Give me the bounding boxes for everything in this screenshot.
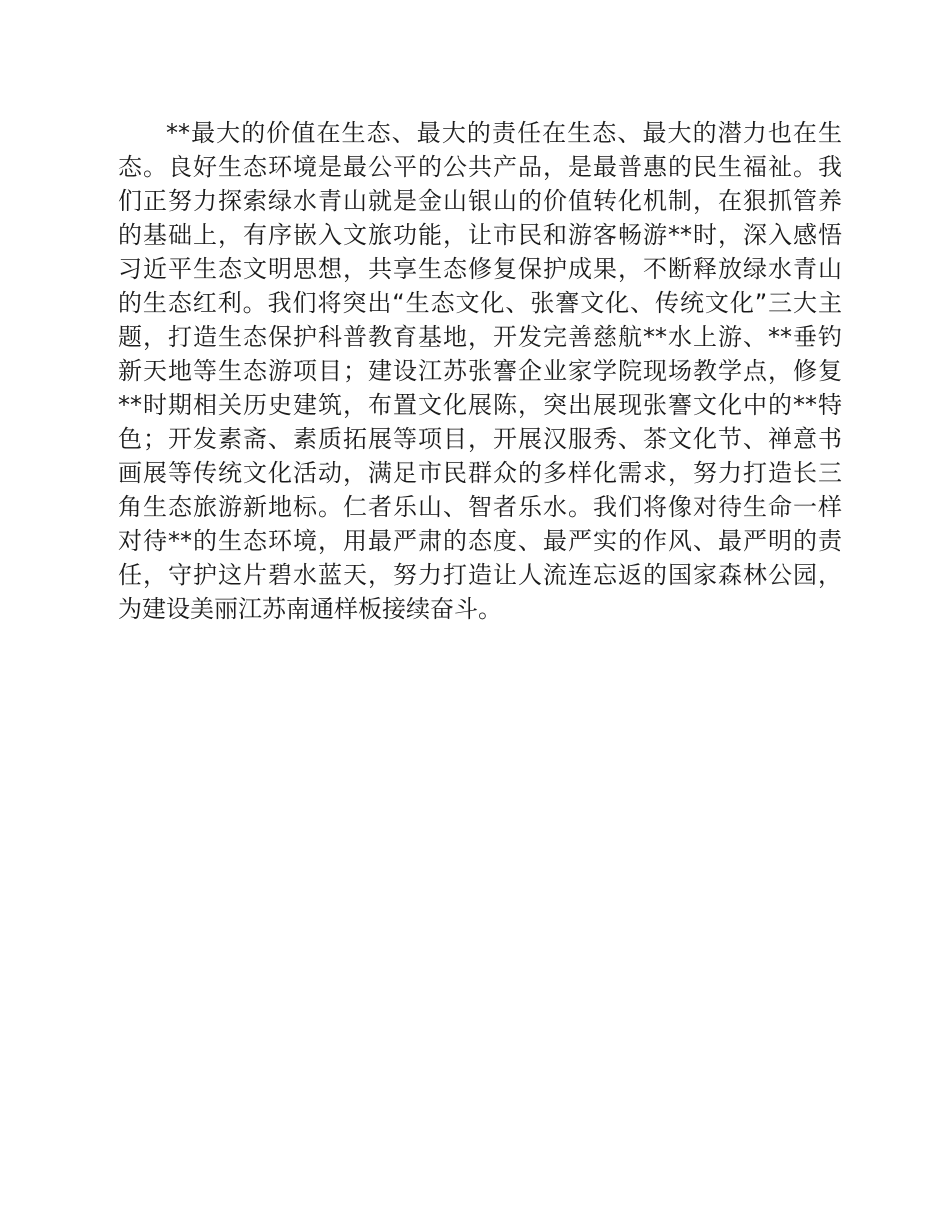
paragraph-line: 对待**的生态环境，用最严肃的态度、最严实的作风、最严明的责: [118, 527, 842, 555]
paragraph-line: 的基础上，有序嵌入文旅功能，让市民和游客畅游**时，深入感悟: [118, 221, 842, 249]
paragraph-line: 色；开发素斋、素质拓展等项目，开展汉服秀、茶文化节、禅意书: [118, 425, 842, 453]
paragraph-line: 题，打造生态保护科普教育基地，开发完善慈航**水上游、**垂钓: [118, 323, 842, 351]
paragraph-line: 角生态旅游新地标。仁者乐山、智者乐水。我们将像对待生命一样: [118, 493, 842, 521]
paragraph-line: 态。良好生态环境是最公平的公共产品，是最普惠的民生福祉。我: [118, 153, 842, 181]
paragraph-line: 新天地等生态游项目；建设江苏张謇企业家学院现场教学点，修复: [118, 357, 842, 385]
body-paragraph: [118, 116, 842, 626]
paragraph-line: 任，守护这片碧水蓝天，努力打造让人流连忘返的国家森林公园，: [118, 561, 842, 589]
paragraph-line: 画展等传统文化活动，满足市民群众的多样化需求，努力打造长三: [118, 459, 842, 487]
paragraph-line: 们正努力探索绿水青山就是金山银山的价值转化机制，在狠抓管养: [118, 187, 842, 215]
paragraph-line: **最大的价值在生态、最大的责任在生态、最大的潜力也在生: [166, 119, 842, 147]
paragraph-line: 为建设美丽江苏南通样板接续奋斗。: [118, 595, 502, 623]
paragraph-line: 习近平生态文明思想，共享生态修复保护成果，不断释放绿水青山: [118, 255, 842, 283]
paragraph-line: **时期相关历史建筑，布置文化展陈，突出展现张謇文化中的**特: [118, 391, 842, 419]
paragraph-line: 的生态红利。我们将突出“生态文化、张謇文化、传统文化”三大主: [118, 289, 842, 317]
